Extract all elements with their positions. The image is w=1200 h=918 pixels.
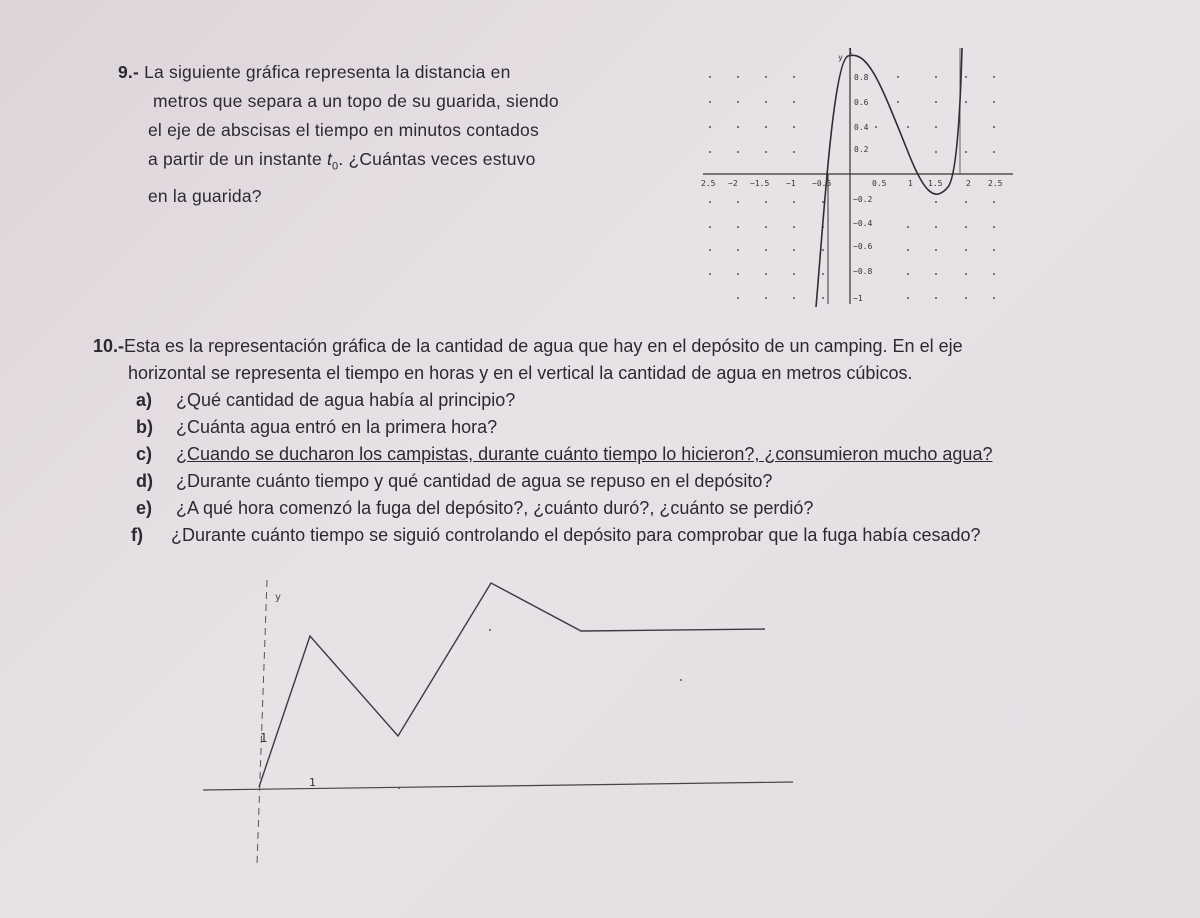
- q9-line-4: [118, 145, 628, 182]
- q10-line-1: [93, 333, 1193, 360]
- q10-graph: [195, 570, 805, 870]
- q10-item-f-label: f): [131, 525, 143, 545]
- q9-ytick--0.2: −0.2: [853, 195, 873, 204]
- q9-ytick--1: −1: [853, 294, 863, 303]
- q9-ytick--0.8: −0.8: [853, 267, 873, 276]
- q10-water-line: [259, 583, 765, 787]
- q10-item-d: [93, 468, 1193, 495]
- q10-item-c-text: ¿Cuando se ducharon los campistas, durante cuánto tiempo lo hicieron?, ¿consumieron mucho agua?: [176, 444, 993, 464]
- q9-xtick-6: 0.5: [872, 179, 887, 188]
- q9-xtick-1: 2.5: [701, 179, 716, 188]
- q10-dot-3: [398, 787, 400, 789]
- q9-line-5: en la guarida?: [148, 185, 262, 206]
- q9-curve: [816, 48, 962, 307]
- q10-y-tick: 1: [260, 731, 268, 745]
- q10-item-d-label: d): [136, 471, 153, 491]
- q9-t-sub: 0: [332, 160, 339, 173]
- q9-xtick-5: −0.5: [812, 179, 832, 188]
- q9-ytick--0.4: −0.4: [853, 219, 873, 228]
- q10-y-label: y: [275, 592, 281, 603]
- q10-item-e: [93, 495, 1193, 522]
- q9-xtick-10: 2.5: [988, 179, 1003, 188]
- q10-intro-1: Esta es la representación gráfica de la cantidad de agua que hay en el depósito de un camping. En el eje: [124, 336, 963, 356]
- q10-item-e-text: ¿A qué hora comenzó la fuga del depósito?, ¿cuánto duró?, ¿cuánto se perdió?: [176, 498, 814, 518]
- q9-xtick-3: −1.5: [750, 179, 770, 188]
- q9-ytick--0.6: −0.6: [853, 242, 873, 251]
- q9-xtick-7: 1: [908, 179, 913, 188]
- q10-item-c: [93, 441, 1193, 468]
- q10-x-tick: 1: [309, 776, 316, 789]
- q9-y-ticks-neg: [853, 195, 872, 303]
- q9-y-label: y: [838, 53, 843, 62]
- q10-item-a-label: a): [136, 390, 153, 410]
- q9-line-1: [118, 58, 628, 87]
- question-9: [118, 58, 628, 211]
- q9-number: 9.-: [118, 62, 140, 82]
- q9-ytick-0.2: 0.2: [854, 145, 869, 154]
- q9-t-symbol: t: [326, 149, 332, 169]
- q10-item-a-text: ¿Qué cantidad de agua había al principio?: [176, 390, 516, 410]
- q10-item-b-text: ¿Cuánta agua entró en la primera hora?: [176, 417, 498, 437]
- q9-graph: [698, 42, 1018, 310]
- q9-xtick-2: −2: [728, 179, 738, 188]
- q9-top-tick: 1: [848, 47, 853, 56]
- q9-text-1: La siguiente gráfica representa la distancia en: [144, 62, 511, 82]
- q10-dot-1: [489, 629, 491, 631]
- q9-xtick-9: 2: [966, 179, 971, 188]
- q9-y-ticks-pos: [854, 73, 869, 154]
- q9-text-4a: a partir de un instante: [148, 149, 322, 169]
- q10-item-b-label: b): [136, 417, 153, 437]
- q10-item-a: [93, 387, 1193, 414]
- q10-item-b: [93, 414, 1193, 441]
- q9-x-ticks: [701, 179, 1003, 188]
- q10-item-e-label: e): [136, 498, 153, 518]
- q9-t-after: .: [338, 149, 344, 169]
- q10-item-d-text: ¿Durante cuánto tiempo y qué cantidad de agua se repuso en el depósito?: [176, 471, 773, 491]
- q9-line-2: metros que separa a un topo de su guarida, siendo: [153, 91, 559, 111]
- q10-number: 10.-: [93, 336, 125, 356]
- q9-text-4b: ¿Cuántas veces estuvo: [348, 149, 536, 169]
- q9-ytick-0.4: 0.4: [854, 123, 869, 132]
- q9-line-3: el eje de abscisas el tiempo en minutos contados: [148, 120, 539, 140]
- q10-dot-2: [680, 679, 682, 681]
- q10-item-c-label: c): [136, 444, 153, 464]
- q9-xtick-4: −1: [786, 179, 796, 188]
- q9-ytick-0.6: 0.6: [854, 98, 869, 107]
- q10-x-axis: [203, 782, 793, 790]
- q10-item-f: [93, 522, 1193, 549]
- q10-y-axis: [257, 580, 267, 864]
- q9-xtick-8: 1.5: [928, 179, 943, 188]
- q10-item-f-text: ¿Durante cuánto tiempo se siguió controlando el depósito para comprobar que la fuga había cesado?: [171, 525, 981, 545]
- q10-intro-2: horizontal se representa el tiempo en horas y en el vertical la cantidad de agua en metros cúbicos.: [128, 363, 913, 383]
- question-10: [93, 333, 1193, 549]
- q9-ytick-0.8: 0.8: [854, 73, 869, 82]
